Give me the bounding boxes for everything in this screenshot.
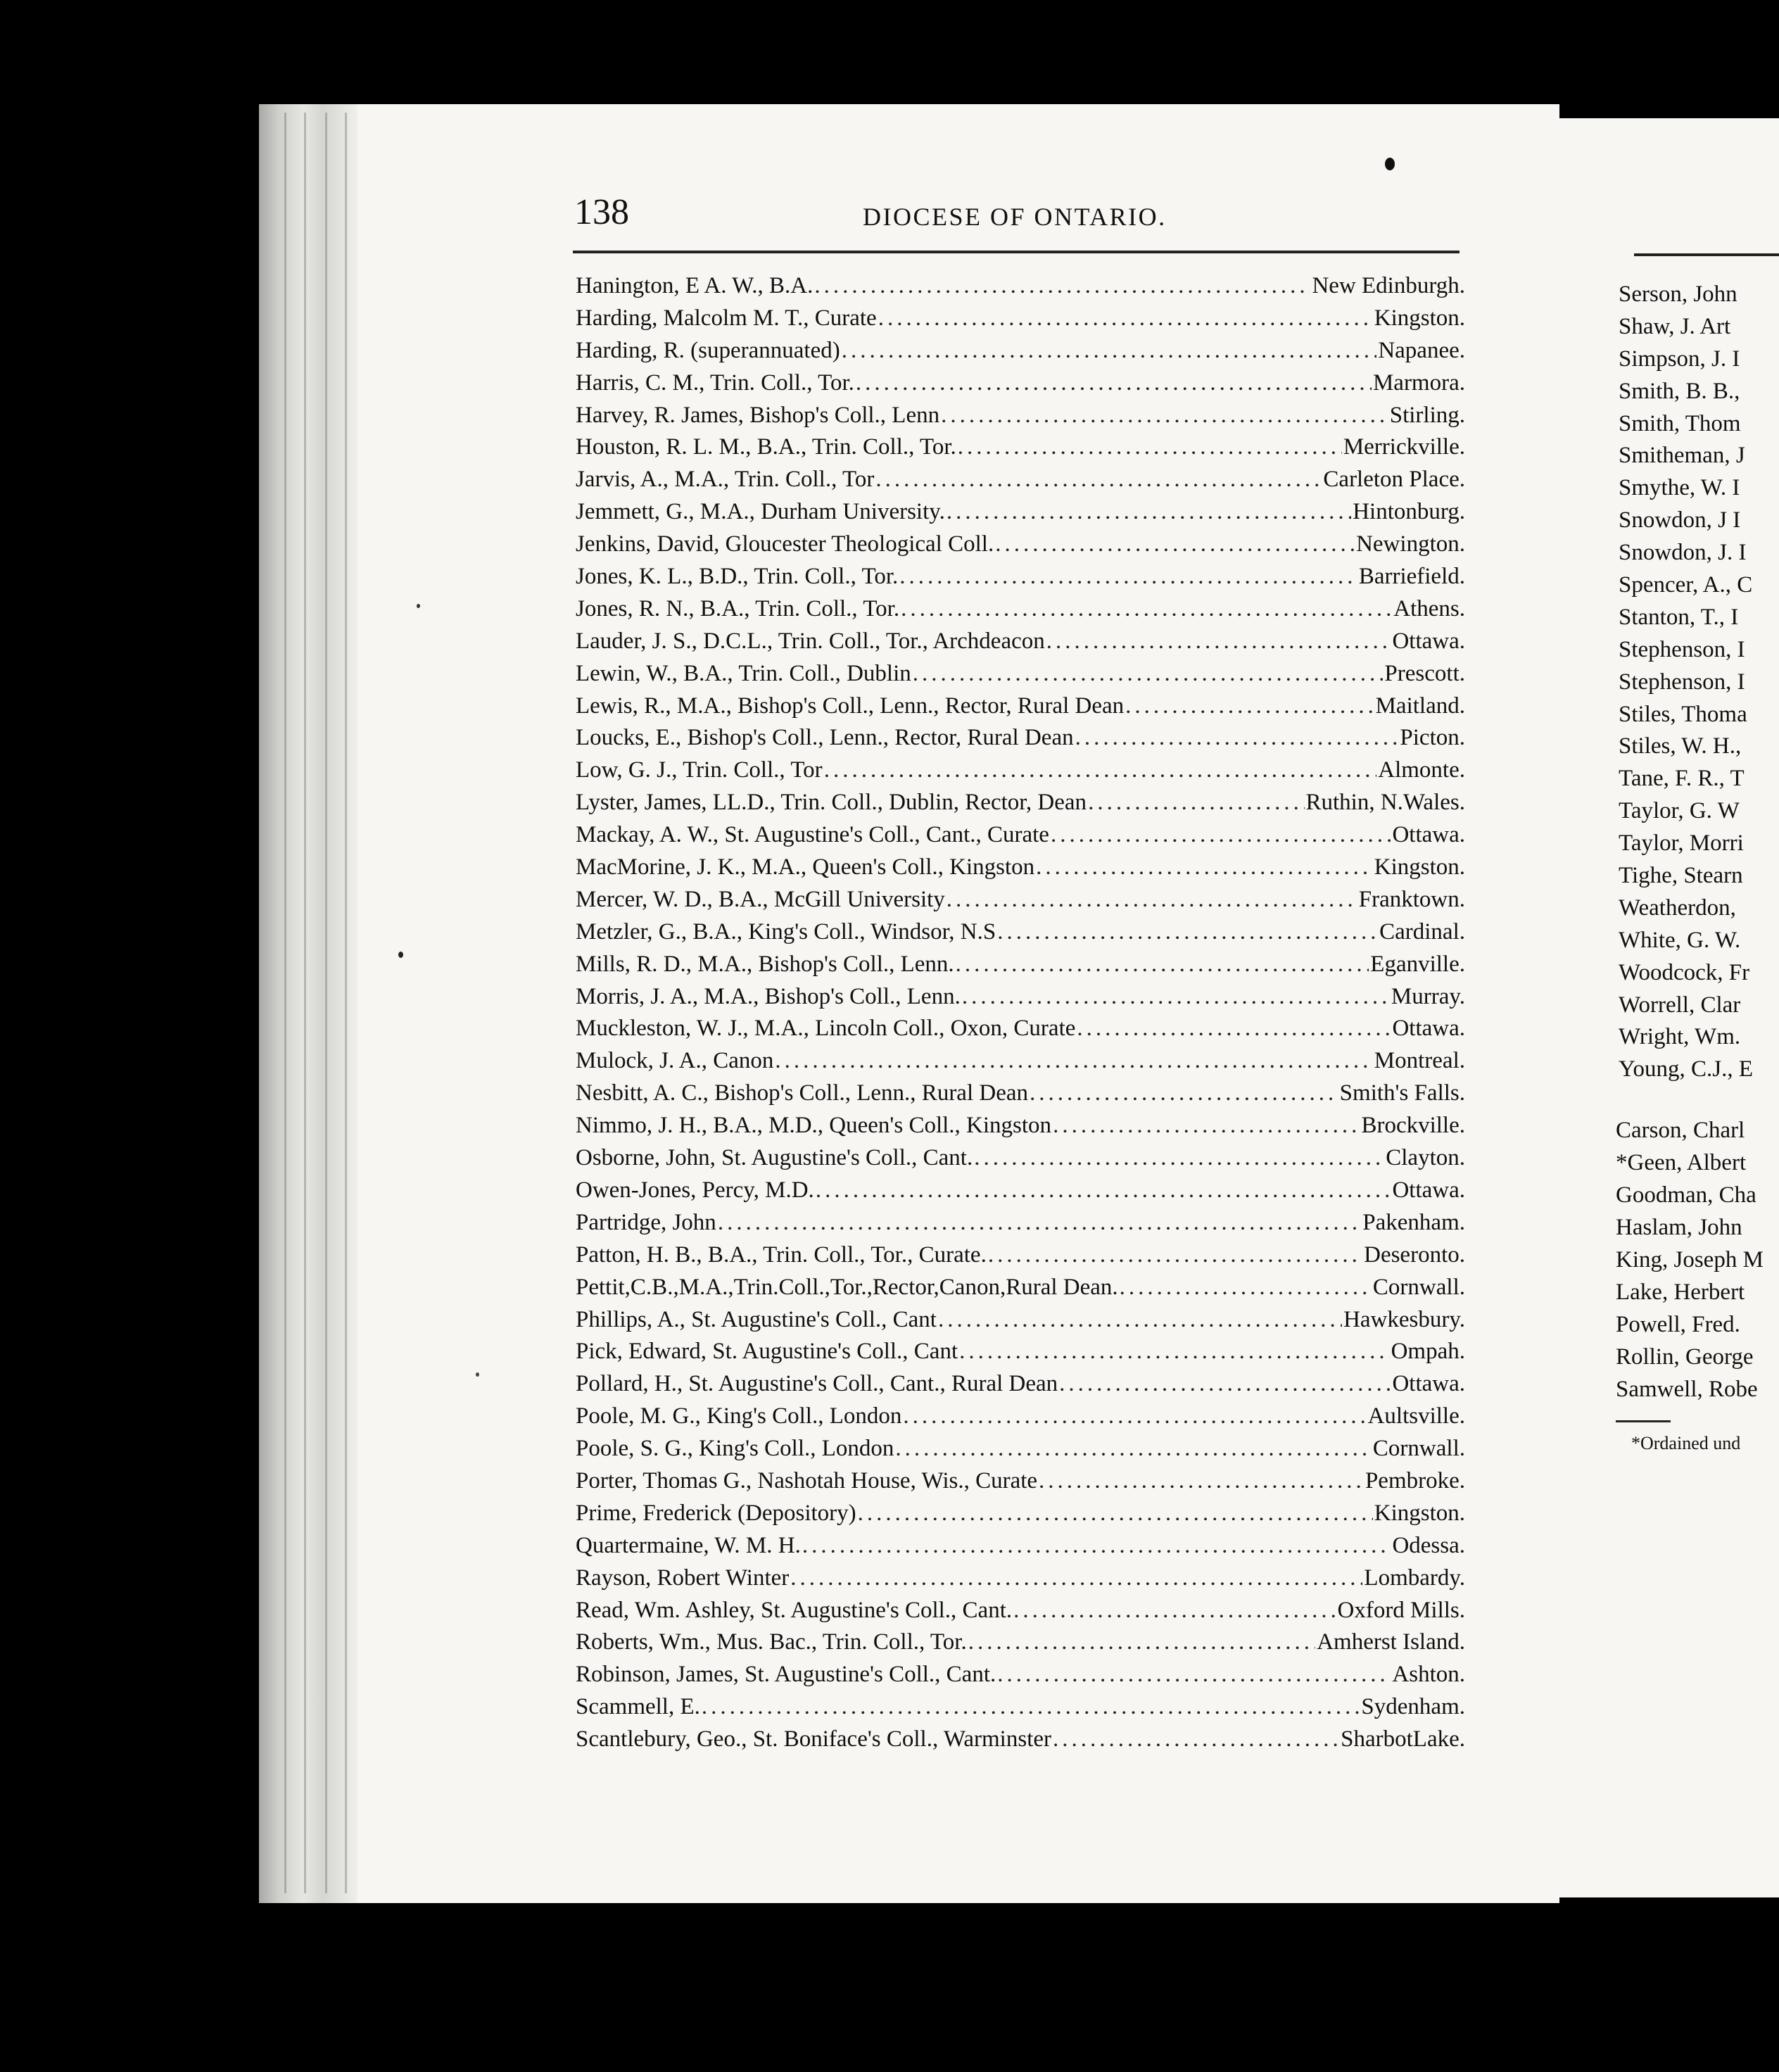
dot-leader	[997, 1659, 1391, 1691]
dot-leader	[962, 981, 1390, 1013]
list-entry	[576, 1142, 1465, 1175]
list-entry: Powell, Fred.	[1616, 1312, 1740, 1337]
parish-place: Brockville.	[1361, 1113, 1465, 1139]
parish-place: Merrickville.	[1343, 434, 1465, 460]
dot-leader	[901, 593, 1392, 625]
clergy-name: Robinson, James, St. Augustine's Coll., Cant.	[576, 1662, 996, 1688]
dot-leader	[995, 529, 1355, 560]
list-entry	[576, 1304, 1465, 1337]
list-entry	[576, 787, 1465, 819]
dot-leader	[1030, 1078, 1338, 1109]
dot-leader	[790, 1562, 1362, 1594]
dot-leader	[1053, 1724, 1339, 1755]
dot-leader	[903, 1401, 1366, 1432]
clergy-name: Mackay, A. W., St. Augustine's Coll., Cant., Curate	[576, 822, 1049, 848]
parish-place: Hintonburg.	[1353, 499, 1465, 525]
list-entry: Wright, Wm.	[1619, 1024, 1741, 1050]
list-entry	[576, 1175, 1465, 1207]
clergy-name: Phillips, A., St. Augustine's Coll., Cant	[576, 1306, 937, 1332]
list-entry: Young, C.J., E	[1619, 1056, 1754, 1082]
list-entry: Smith, Thom	[1619, 410, 1741, 436]
list-entry	[576, 303, 1465, 335]
clergy-name: Patton, H. B., B.A., Trin. Coll., Tor., Curate.	[576, 1242, 987, 1268]
parish-place: Carleton Place.	[1323, 467, 1465, 493]
parish-place: Ruthin, N.Wales.	[1305, 790, 1465, 816]
ink-spot	[417, 604, 420, 608]
dot-leader	[1120, 1272, 1372, 1303]
page-edge-stack	[259, 104, 357, 1903]
parish-place: Franktown.	[1358, 886, 1465, 912]
parish-place: Murray.	[1391, 983, 1465, 1009]
dot-leader	[1053, 1110, 1360, 1142]
list-entry: Snowdon, J. I	[1619, 540, 1747, 566]
parish-place: Barriefield.	[1358, 564, 1465, 590]
running-title: DIOCESE OF ONTARIO.	[863, 203, 1167, 231]
dot-leader	[1051, 819, 1391, 851]
dot-leader	[947, 496, 1351, 528]
dot-leader	[1125, 690, 1374, 722]
list-entry	[576, 1530, 1465, 1562]
dot-leader	[718, 1207, 1361, 1239]
list-entry: Shaw, J. Art	[1619, 313, 1731, 339]
list-entry: *Geen, Albert	[1616, 1150, 1747, 1175]
list-entry	[576, 754, 1465, 787]
dot-leader	[959, 1336, 1389, 1367]
dot-leader	[947, 884, 1357, 916]
list-entry	[576, 1595, 1465, 1627]
parish-place: Montreal.	[1374, 1048, 1465, 1074]
list-entry	[576, 1239, 1465, 1272]
clergy-name: Harding, Malcolm M. T., Curate	[576, 305, 877, 331]
clergy-name: Jones, K. L., B.D., Trin. Coll., Tor.	[576, 564, 899, 590]
dot-leader	[956, 949, 1369, 980]
parish-place: Pembroke.	[1365, 1467, 1465, 1493]
parish-place: Ottawa.	[1392, 628, 1465, 654]
parish-place: Aultsville.	[1367, 1403, 1465, 1429]
dot-leader	[842, 335, 1377, 367]
right-page-rule	[1634, 253, 1779, 256]
clergy-name: Jenkins, David, Gloucester Theological Coll.	[576, 531, 994, 557]
clergy-list	[576, 270, 1465, 1756]
parish-place: Smith's Falls.	[1339, 1080, 1465, 1106]
parish-place: Oxford Mills.	[1337, 1597, 1465, 1623]
clergy-name: MacMorine, J. K., M.A., Queen's Coll., Kingston	[576, 854, 1035, 880]
dot-leader	[938, 1304, 1342, 1336]
dot-leader	[816, 1175, 1391, 1206]
clergy-name: Harris, C. M., Trin. Coll., Tor.	[576, 369, 854, 396]
clergy-name: Nesbitt, A. C., Bishop's Coll., Lenn., Rural Dean	[576, 1080, 1029, 1106]
dot-leader	[968, 1626, 1316, 1658]
list-entry	[576, 496, 1465, 529]
parish-place: Stirling.	[1389, 402, 1465, 428]
dot-leader	[702, 1691, 1360, 1723]
list-entry	[576, 1368, 1465, 1401]
list-entry	[576, 1272, 1465, 1304]
clergy-name: Low, G. J., Trin. Coll., Tor	[576, 757, 823, 783]
clergy-name: Read, Wm. Ashley, St. Augustine's Coll., Cant.	[576, 1597, 1013, 1623]
parish-place: Odessa.	[1392, 1532, 1465, 1558]
ink-spot	[1385, 158, 1395, 170]
ink-spot	[476, 1372, 479, 1377]
clergy-name: Scammell, E.	[576, 1694, 700, 1720]
list-entry	[576, 852, 1465, 884]
parish-place: Cardinal.	[1379, 918, 1465, 945]
dot-leader	[1039, 1465, 1364, 1497]
parish-place: Eganville.	[1370, 951, 1465, 977]
parish-place: Deseronto.	[1364, 1242, 1465, 1268]
clergy-name: Prime, Frederick (Depository)	[576, 1500, 856, 1526]
clergy-name: Poole, S. G., King's Coll., London	[576, 1436, 894, 1462]
dot-leader	[958, 431, 1342, 463]
list-entry	[576, 1045, 1465, 1078]
dot-leader	[899, 561, 1357, 593]
parish-place: Ottawa.	[1392, 1016, 1465, 1042]
parish-place: Hawkesbury.	[1343, 1306, 1465, 1332]
clergy-name: Jones, R. N., B.A., Trin. Coll., Tor.	[576, 595, 900, 621]
list-entry	[576, 1724, 1465, 1756]
list-entry	[576, 335, 1465, 367]
list-entry: Stiles, W. H.,	[1619, 733, 1742, 759]
clergy-name: Lewis, R., M.A., Bishop's Coll., Lenn., Rector, Rural Dean	[576, 693, 1125, 719]
dot-leader	[814, 270, 1310, 302]
list-entry	[576, 464, 1465, 496]
list-entry: King, Joseph M	[1616, 1247, 1764, 1272]
page-edge-line	[325, 113, 327, 1893]
right-page-list	[1619, 279, 1779, 1086]
list-entry: Taylor, Morri	[1619, 830, 1744, 857]
list-entry	[576, 400, 1465, 432]
dot-leader	[824, 754, 1377, 786]
dot-leader	[1046, 626, 1391, 657]
dot-leader	[1077, 1013, 1391, 1044]
clergy-name: Rayson, Robert Winter	[576, 1565, 790, 1591]
dot-leader	[1036, 852, 1373, 883]
parish-place: Kingston.	[1374, 854, 1465, 880]
parish-place: Prescott.	[1384, 660, 1465, 686]
footnote: *Ordained und	[1631, 1433, 1741, 1453]
parish-place: Ottawa.	[1392, 822, 1465, 848]
list-entry: Snowdon, J I	[1619, 507, 1741, 533]
clergy-name: Muckleston, W. J., M.A., Lincoln Coll., Oxon, Curate	[576, 1016, 1076, 1042]
parish-place: Picton.	[1400, 725, 1465, 751]
dot-leader	[913, 658, 1384, 690]
list-entry	[576, 367, 1465, 400]
parish-place: Ashton.	[1392, 1662, 1465, 1688]
list-entry	[576, 690, 1465, 723]
list-entry	[576, 626, 1465, 658]
parish-place: Clayton.	[1386, 1145, 1465, 1171]
clergy-name: Pick, Edward, St. Augustine's Coll., Cant	[576, 1339, 958, 1365]
clergy-name: Pollard, H., St. Augustine's Coll., Cant., Rural Dean	[576, 1371, 1058, 1397]
parish-place: Amherst Island.	[1317, 1629, 1465, 1655]
list-entry	[576, 561, 1465, 593]
clergy-name: Harvey, R. James, Bishop's Coll., Lenn	[576, 402, 940, 428]
clergy-name: Loucks, E., Bishop's Coll., Lenn., Rector, Rural Dean	[576, 725, 1074, 751]
clergy-name: Mulock, J. A., Canon	[576, 1048, 774, 1074]
list-entry	[576, 1013, 1465, 1045]
list-entry	[576, 1110, 1465, 1142]
clergy-name: Jemmett, G., M.A., Durham University.	[576, 499, 945, 525]
parish-place: Newington.	[1356, 531, 1465, 557]
clergy-name: Lyster, James, LL.D., Trin. Coll., Dublin, Rector, Dean	[576, 790, 1087, 816]
parish-place: Ottawa.	[1392, 1371, 1465, 1397]
parish-place: New Edinburgh.	[1312, 273, 1465, 298]
list-entry	[576, 949, 1465, 981]
parish-place: Almonte.	[1378, 757, 1465, 783]
parish-place: Cornwall.	[1372, 1274, 1465, 1300]
dot-leader	[895, 1433, 1372, 1465]
dot-leader	[988, 1239, 1362, 1271]
clergy-name: Osborne, John, St. Augustine's Coll., Cant.	[576, 1145, 973, 1171]
clergy-name: Jarvis, A., M.A., Trin. Coll., Tor	[576, 467, 875, 493]
list-entry	[576, 722, 1465, 754]
dot-leader	[1059, 1368, 1391, 1400]
clergy-name: Hanington, E A. W., B.A.	[576, 273, 813, 298]
list-entry: Tighe, Stearn	[1619, 863, 1743, 889]
footnote-rule	[1616, 1420, 1671, 1422]
list-entry: Lake, Herbert	[1616, 1280, 1745, 1305]
list-entry: Goodman, Cha	[1616, 1182, 1756, 1208]
ink-spot	[398, 952, 403, 958]
list-entry: Woodcock, Fr	[1619, 959, 1750, 985]
header-rule	[573, 251, 1460, 253]
list-entry	[576, 1207, 1465, 1239]
list-entry: Smythe, W. I	[1619, 475, 1740, 501]
clergy-name: Mercer, W. D., B.A., McGill University	[576, 886, 945, 912]
clergy-name: Porter, Thomas G., Nashotah House, Wis., Curate	[576, 1467, 1038, 1493]
clergy-name: Nimmo, J. H., B.A., M.D., Queen's Coll., Kingston	[576, 1113, 1052, 1139]
list-entry	[576, 529, 1465, 561]
dot-leader	[1013, 1595, 1336, 1626]
list-entry	[576, 1401, 1465, 1433]
list-entry	[576, 593, 1465, 626]
list-entry	[576, 1626, 1465, 1659]
clergy-name: Harding, R. (superannuated)	[576, 337, 840, 363]
list-entry	[576, 1562, 1465, 1595]
parish-place: Maitland.	[1375, 693, 1465, 719]
clergy-name: Poole, M. G., King's Coll., London	[576, 1403, 902, 1429]
list-entry	[576, 658, 1465, 690]
list-entry	[576, 1078, 1465, 1110]
list-entry: Weatherdon,	[1619, 895, 1736, 921]
page-edge-line	[304, 113, 306, 1893]
dot-leader	[974, 1142, 1384, 1174]
list-entry	[576, 981, 1465, 1013]
page-edge-line	[284, 113, 286, 1893]
list-entry	[576, 431, 1465, 464]
dot-leader	[941, 400, 1388, 431]
list-entry: Smitheman, J	[1619, 443, 1745, 469]
dot-leader	[878, 303, 1373, 334]
dot-leader	[875, 464, 1322, 495]
parish-place: Napanee.	[1378, 337, 1465, 363]
list-entry	[576, 819, 1465, 852]
clergy-name: Scantlebury, Geo., St. Boniface's Coll., Warminster	[576, 1726, 1052, 1752]
list-entry: Stiles, Thoma	[1619, 701, 1747, 727]
list-entry: Smith, B. B.,	[1619, 378, 1740, 404]
list-entry: Tane, F. R., T	[1619, 766, 1745, 792]
list-entry: Samwell, Robe	[1616, 1377, 1758, 1402]
parish-place: Cornwall.	[1372, 1436, 1465, 1462]
list-entry: Simpson, J. I	[1619, 346, 1740, 372]
dot-leader	[997, 916, 1378, 948]
list-entry	[576, 270, 1465, 303]
parish-place: Kingston.	[1374, 1500, 1465, 1526]
list-entry: Serson, John	[1619, 282, 1737, 307]
parish-place: Athens.	[1393, 595, 1465, 621]
clergy-name: Morris, J. A., M.A., Bishop's Coll., Lenn.	[576, 983, 961, 1009]
clergy-name: Lauder, J. S., D.C.L., Trin. Coll., Tor., Archdeacon	[576, 628, 1045, 654]
page-number: 138	[574, 192, 629, 232]
list-entry: Taylor, G. W	[1619, 798, 1740, 824]
clergy-name: Owen-Jones, Percy, M.D.	[576, 1177, 814, 1203]
list-entry: Spencer, A., C	[1619, 572, 1753, 598]
dot-leader	[1088, 787, 1304, 819]
right-page-second-list	[1616, 1115, 1779, 1406]
clergy-name: Partridge, John	[576, 1209, 716, 1235]
clergy-name: Quartermaine, W. M. H.	[576, 1532, 801, 1558]
list-entry	[576, 916, 1465, 949]
list-entry	[576, 1498, 1465, 1530]
dot-leader	[1075, 722, 1399, 754]
clergy-name: Mills, R. D., M.A., Bishop's Coll., Lenn.	[576, 951, 954, 977]
list-entry: White, G. W.	[1619, 927, 1741, 953]
parish-place: SharbotLake.	[1341, 1726, 1465, 1752]
clergy-name: Lewin, W., B.A., Trin. Coll., Dublin	[576, 660, 911, 686]
list-entry	[576, 1336, 1465, 1368]
clergy-name: Metzler, G., B.A., King's Coll., Windsor, N.S	[576, 918, 996, 945]
dot-leader	[775, 1045, 1372, 1077]
list-entry: Carson, Charl	[1616, 1118, 1745, 1143]
list-entry	[576, 884, 1465, 916]
list-entry: Stephenson, I	[1619, 669, 1745, 695]
list-entry: Stephenson, I	[1619, 636, 1745, 662]
dot-leader	[856, 367, 1372, 399]
list-entry: Worrell, Clar	[1619, 992, 1741, 1018]
clergy-name: Houston, R. L. M., B.A., Trin. Coll., Tor.	[576, 434, 956, 460]
clergy-name: Roberts, Wm., Mus. Bac., Trin. Coll., Tor.	[576, 1629, 967, 1655]
list-entry	[576, 1659, 1465, 1691]
list-entry	[576, 1465, 1465, 1498]
parish-place: Ompah.	[1391, 1339, 1465, 1365]
list-entry: Rollin, George	[1616, 1344, 1754, 1370]
list-entry	[576, 1433, 1465, 1465]
list-entry	[576, 1691, 1465, 1724]
parish-place: Marmora.	[1372, 369, 1465, 396]
parish-place: Sydenham.	[1361, 1694, 1465, 1720]
list-entry: Stanton, T., I	[1619, 604, 1739, 630]
parish-place: Kingston.	[1374, 305, 1465, 331]
parish-place: Ottawa.	[1392, 1177, 1465, 1203]
dot-leader	[802, 1530, 1391, 1562]
parish-place: Pakenham.	[1362, 1209, 1465, 1235]
page-edge-line	[345, 113, 347, 1893]
dot-leader	[858, 1498, 1373, 1529]
list-entry: Haslam, John	[1616, 1215, 1742, 1240]
clergy-name: Pettit,C.B.,M.A.,Trin.Coll.,Tor.,Rector,Canon,Rural Dean.	[576, 1274, 1118, 1300]
parish-place: Lombardy.	[1364, 1565, 1465, 1591]
